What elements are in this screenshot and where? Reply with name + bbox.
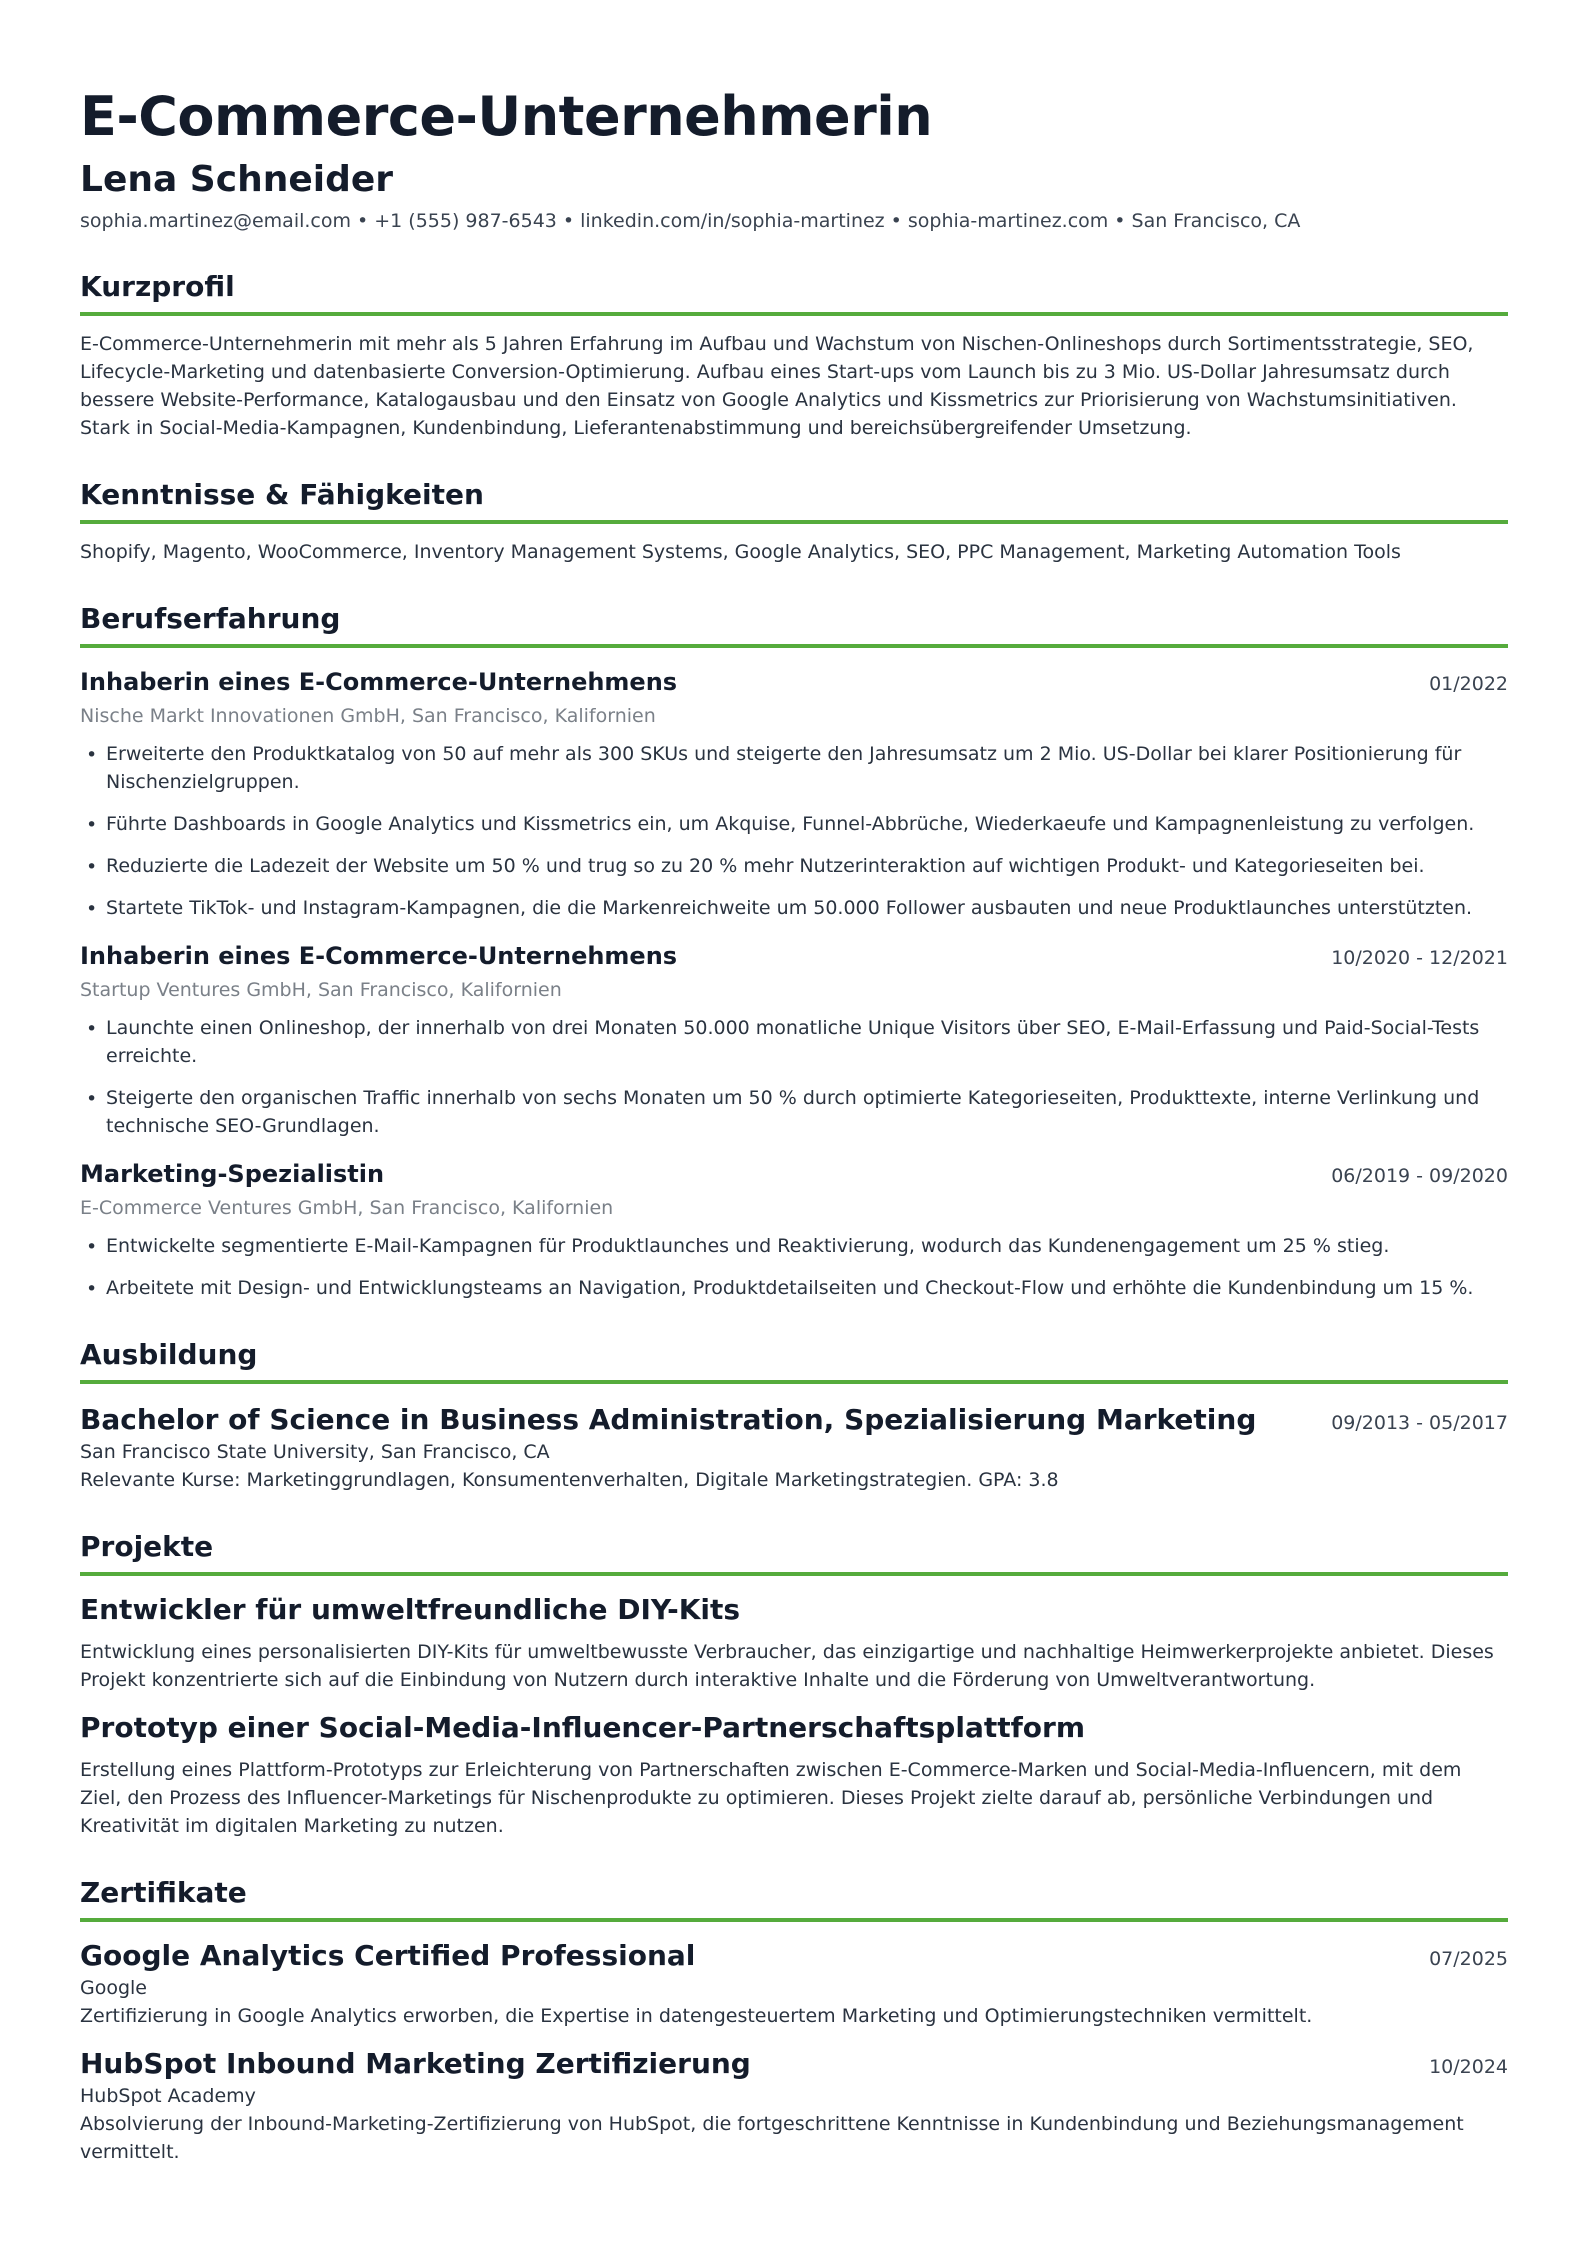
skills-section	[80, 478, 1508, 566]
job-entry	[80, 1158, 1508, 1302]
contact-website: sophia-martinez.com	[907, 210, 1109, 232]
job-title: Marketing-Spezialistin	[80, 1160, 385, 1188]
project-entry	[80, 1710, 1508, 1840]
certificate-description: Zertifizierung in Google Analytics erworben, die Expertise in datengesteuertem Marketing und Optimierungstechniken vermittelt.	[80, 2005, 1313, 2027]
certificate-issuer: HubSpot Academy	[80, 2085, 256, 2107]
project-title: Entwickler für umweltfreundliche DIY-Kits	[80, 1593, 741, 1626]
page-title: E-Commerce-Unternehmerin	[80, 85, 933, 148]
contact-separator: •	[357, 210, 369, 232]
job-bullet: • Launchte einen Onlineshop, der innerhalb von drei Monaten 50.000 monatliche Unique Visitors über SEO, E-Mail-Erfassung und Paid-Social-Tests erreichte.	[80, 1014, 1508, 1070]
contact-separator: •	[890, 210, 902, 232]
job-bullet: • Steigerte den organischen Traffic innerhalb von sechs Monaten um 50 % durch optimierte Kategorieseiten, Produkttexte, interne Verlinkung und technische SEO-Grundlagen.	[80, 1084, 1508, 1140]
certificate-entry	[80, 2046, 1508, 2166]
certificate-date: 10/2024	[1429, 2056, 1508, 2078]
certificate-title: Google Analytics Certified Professional	[80, 1939, 696, 1972]
projects-section	[80, 1530, 1508, 1840]
project-entry	[80, 1592, 1508, 1694]
contact-line	[80, 208, 1508, 234]
contact-email: sophia.martinez@email.com	[80, 210, 352, 232]
project-description: Entwicklung eines personalisierten DIY-Kits für umweltbewusste Verbraucher, das einzigartige und nachhaltige Heimwerkerprojekte anbietet. Dieses Projekt konzentrierte sich auf die Einbindung von Nutzern durch interaktive Inhalte und die Förderung von Umweltverantwortung.	[80, 1641, 1494, 1691]
job-date: 01/2022	[1429, 673, 1508, 695]
job-bullets	[80, 1232, 1508, 1302]
section-heading-skills: Kenntnisse & Fähigkeiten	[80, 478, 1508, 524]
experience-section	[80, 602, 1508, 1302]
section-heading-education: Ausbildung	[80, 1338, 1508, 1384]
contact-separator: •	[562, 210, 575, 232]
education-date: 09/2013 - 05/2017	[1331, 1412, 1508, 1434]
contact-location: San Francisco, CA	[1131, 210, 1301, 232]
section-heading-projects: Projekte	[80, 1530, 1508, 1576]
project-title: Prototyp einer Social-Media-Influencer-Partnerschaftsplattform	[80, 1711, 1086, 1744]
job-bullet: • Führte Dashboards in Google Analytics und Kissmetrics ein, um Akquise, Funnel-Abbrüche, Wiederkaeufe und Kampagnenleistung zu verfolgen.	[80, 810, 1508, 838]
job-entry	[80, 666, 1508, 922]
contact-separator: •	[1114, 210, 1126, 232]
degree-title: Bachelor of Science in Business Administration, Spezialisierung Marketing	[80, 1403, 1257, 1436]
job-title: Inhaberin eines E-Commerce-Unternehmens	[80, 942, 678, 970]
job-bullet: • Reduzierte die Ladezeit der Website um 50 % und trug so zu 20 % mehr Nutzerinteraktion auf wichtigen Produkt- und Kategorieseiten bei.	[80, 852, 1508, 880]
job-entry	[80, 940, 1508, 1140]
school-name: San Francisco State University, San Francisco, CA	[80, 1441, 550, 1463]
job-bullet: • Arbeitete mit Design- und Entwicklungsteams an Navigation, Produktdetailseiten und Checkout-Flow und erhöhte die Kundenbindung um 15 %.	[80, 1274, 1508, 1302]
job-bullet: • Startete TikTok- und Instagram-Kampagnen, die die Markenreichweite um 50.000 Follower ausbauten und neue Produktlaunches unterstützten.	[80, 894, 1508, 922]
education-details: Relevante Kurse: Marketinggrundlagen, Konsumentenverhalten, Digitale Marketingstrategien. GPA: 3.8	[80, 1469, 1059, 1491]
job-date: 10/2020 - 12/2021	[1331, 947, 1508, 969]
person-name: Lena Schneider	[80, 159, 394, 200]
job-bullets	[80, 1014, 1508, 1140]
skills-list: Shopify, Magento, WooCommerce, Inventory Management Systems, Google Analytics, SEO, PPC Management, Marketing Automation Tools	[80, 541, 1401, 563]
certificate-date: 07/2025	[1429, 1948, 1508, 1970]
project-description: Erstellung eines Plattform-Prototyps zur Erleichterung von Partnerschaften zwischen E-Commerce-Marken und Social-Media-Influencern, mit dem Ziel, den Prozess des Influencer-Marketings für Nischenprodukte zu optimieren. Dieses Projekt zielte darauf ab, persönliche Verbindungen und Kreativität im digitalen Marketing zu nutzen.	[80, 1759, 1462, 1837]
section-heading-profile: Kurzprofil	[80, 270, 1508, 316]
job-bullet: • Erweiterte den Produktkatalog von 50 auf mehr als 300 SKUs und steigerte den Jahresumsatz um 2 Mio. US-Dollar bei klarer Positionierung für Nischenzielgruppen.	[80, 740, 1508, 796]
job-bullet: • Entwickelte segmentierte E-Mail-Kampagnen für Produktlaunches und Reaktivierung, wodurch das Kundenengagement um 25 % stieg.	[80, 1232, 1508, 1260]
job-company: E-Commerce Ventures GmbH, San Francisco, Kalifornien	[80, 1197, 614, 1219]
certificate-title: HubSpot Inbound Marketing Zertifizierung	[80, 2047, 751, 2080]
certificates-section	[80, 1876, 1508, 2166]
job-bullets	[80, 740, 1508, 922]
job-company: Nische Markt Innovationen GmbH, San Francisco, Kalifornien	[80, 705, 656, 727]
job-date: 06/2019 - 09/2020	[1331, 1165, 1508, 1187]
job-title: Inhaberin eines E-Commerce-Unternehmens	[80, 668, 678, 696]
profile-section	[80, 270, 1508, 442]
section-heading-certificates: Zertifikate	[80, 1876, 1508, 1922]
certificate-entry	[80, 1938, 1508, 2030]
certificate-issuer: Google	[80, 1977, 148, 1999]
contact-linkedin: linkedin.com/in/sophia-martinez	[580, 210, 885, 232]
section-heading-experience: Berufserfahrung	[80, 602, 1508, 648]
education-section	[80, 1338, 1508, 1494]
certificate-description: Absolvierung der Inbound-Marketing-Zertifizierung von HubSpot, die fortgeschrittene Kenntnisse in Kundenbindung und Beziehungsmanagement vermittelt.	[80, 2113, 1464, 2163]
profile-summary: E-Commerce-Unternehmerin mit mehr als 5 Jahren Erfahrung im Aufbau und Wachstum von Nischen-Onlineshops durch Sortimentsstrategie, SEO, Lifecycle-Marketing und datenbasierte Conversion-Optimierung. Aufbau eines Start-ups vom Launch bis zu 3 Mio. US-Dollar Jahresumsatz durch bessere Website-Performance, Katalogausbau und den Einsatz von Google Analytics und Kissmetrics zur Priorisierung von Wachstumsinitiativen. Stark in Social-Media-Kampagnen, Kundenbindung, Lieferantenabstimmung und bereichsübergreifender Umsetzung.	[80, 333, 1474, 439]
education-entry	[80, 1402, 1508, 1494]
job-company: Startup Ventures GmbH, San Francisco, Kalifornien	[80, 979, 562, 1001]
resume-header	[80, 84, 1508, 234]
contact-phone: +1 (555) 987-6543	[374, 210, 557, 232]
